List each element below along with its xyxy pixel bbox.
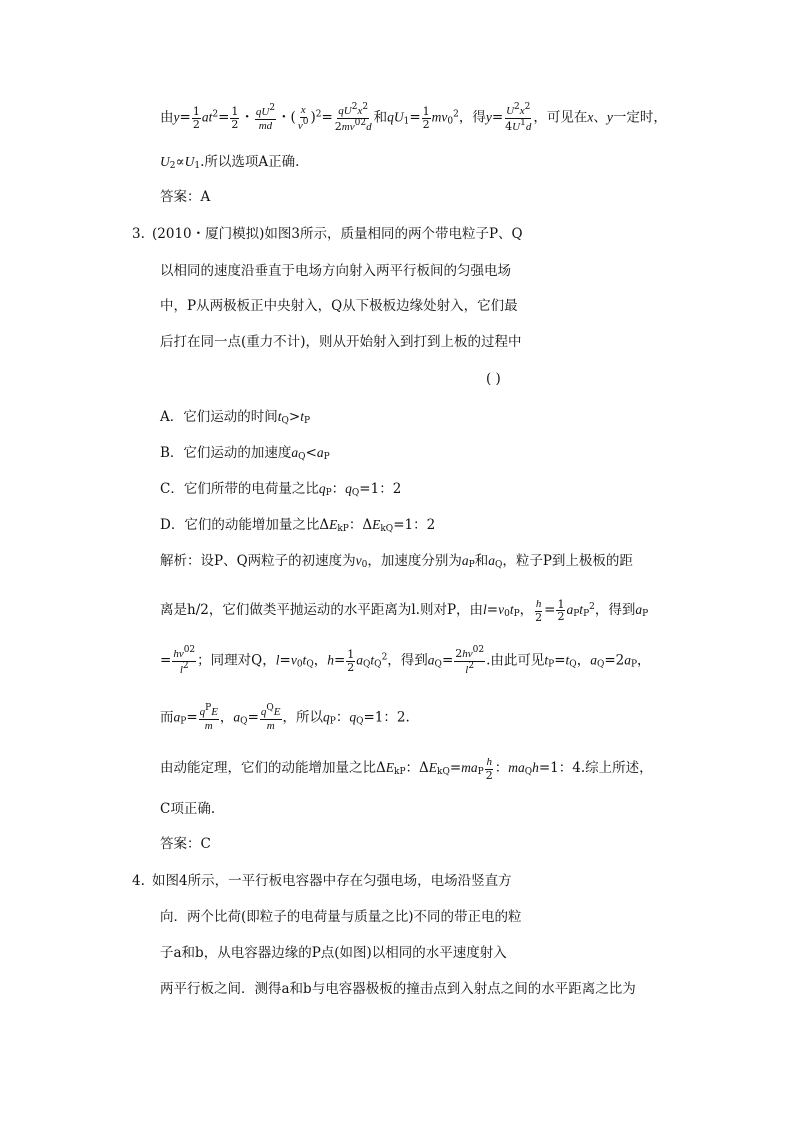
answer-2: 答案：C [160, 836, 211, 852]
solution-line-1: 由y= $\frac{1}{2}$ $at^2=$ $\frac{1}{2}$ ・ $\frac{qU^2}{md}$ ・( $\frac{x}{v^0}$ )$^2$= $\frac{qU^2x^2}{2mv^{02}d}$ 和$qU_1=$ $\frac{1}{2}$ $mv_0^2$，得y= $\frac{U^2x^2}{4U^1d}$ ，可见在x、y一定时， [160, 102, 667, 133]
answer-parentheses: ( ) [486, 371, 501, 387]
solution-3-line-1: 解析：设P、Q两粒子的初速度为$v_0$，加速度分别为$a_P$和$a_Q$，粒子P到上极板的距 [160, 553, 633, 570]
solution-line-2: $U_2\propto U_1$.所以选项A正确. [160, 154, 300, 171]
option-d: D．它们的动能增加量之比$\Delta E_{kP}$：$\Delta E_{kQ}=1$：2 [160, 517, 436, 534]
question-3-number: 3. [132, 226, 145, 242]
solution-3-line-6: C项正确. [160, 801, 216, 817]
answer-1: 答案：A [160, 189, 211, 205]
solution-3-line-2: 离是h/2，它们做类平抛运动的水平距离为l.则对P，由$l=v_0t_P$， $\frac{h}{2}$ = $\frac{1}{2}$ $a_Pt_P^2$，得到$a_P$ [160, 597, 649, 624]
question-4-line-1: 如图4所示，一平行板电容器中存在匀强电场，电场沿竖直方 [152, 873, 512, 889]
solution-3-line-3: = $\frac{hv^{02}}{l^2}$ ；同理对Q，$l=v_0t_Q$，h= $\frac{1}{2}$ $a_Qt_Q^2$，得到$a_Q=$ $\frac{2hv^{02}}{l^2}$ .由此可见$t_P=t_Q$，$a_Q=2a_P$， [160, 645, 651, 676]
question-3-line-3: 中，P从两极板正中央射入，Q从下极板边缘处射入，它们最 [160, 298, 518, 314]
question-4-line-4: 两平行板之间．测得a和b与电容器极板的撞击点到入射点之间的水平距离之比为 [160, 981, 636, 997]
solution-3-line-5: 由动能定理，它们的动能增加量之比$\Delta E_{kP}$：$\Delta E_{kQ}=ma_P$ $\frac{h}{2}$ ：$ma_Qh=1$：4.综上所述， [160, 756, 653, 782]
question-4-number: 4. [132, 873, 145, 889]
option-c: C．它们所带的电荷量之比$q_P$：$q_Q=1$：2 [160, 481, 402, 498]
question-3-line-1: (2010・厦门模拟)如图3所示，质量相同的两个带电粒子P、Q [152, 226, 523, 242]
option-a: A．它们运动的时间$t_Q>t_P$ [160, 409, 311, 426]
question-4-line-3: 子a和b，从电容器边缘的P点(如图)以相同的水平速度射入 [160, 945, 507, 961]
question-3-line-4: 后打在同一点(重力不计)，则从开始射入到打到上板的过程中 [160, 334, 522, 350]
question-3-line-2: 以相同的速度沿垂直于电场方向射入两平行板间的匀强电场 [160, 263, 511, 279]
option-b: B．它们运动的加速度$a_Q<a_P$ [160, 445, 330, 462]
solution-3-line-4: 而$a_P=$ $\frac{q^PE}{m}$ ，$a_Q=$ $\frac{q^QE}{m}$ ，所以$q_P$：$q_Q=1$：2. [160, 703, 410, 732]
question-4-line-2: 向．两个比荷(即粒子的电荷量与质量之比)不同的带正电的粒 [160, 909, 522, 925]
